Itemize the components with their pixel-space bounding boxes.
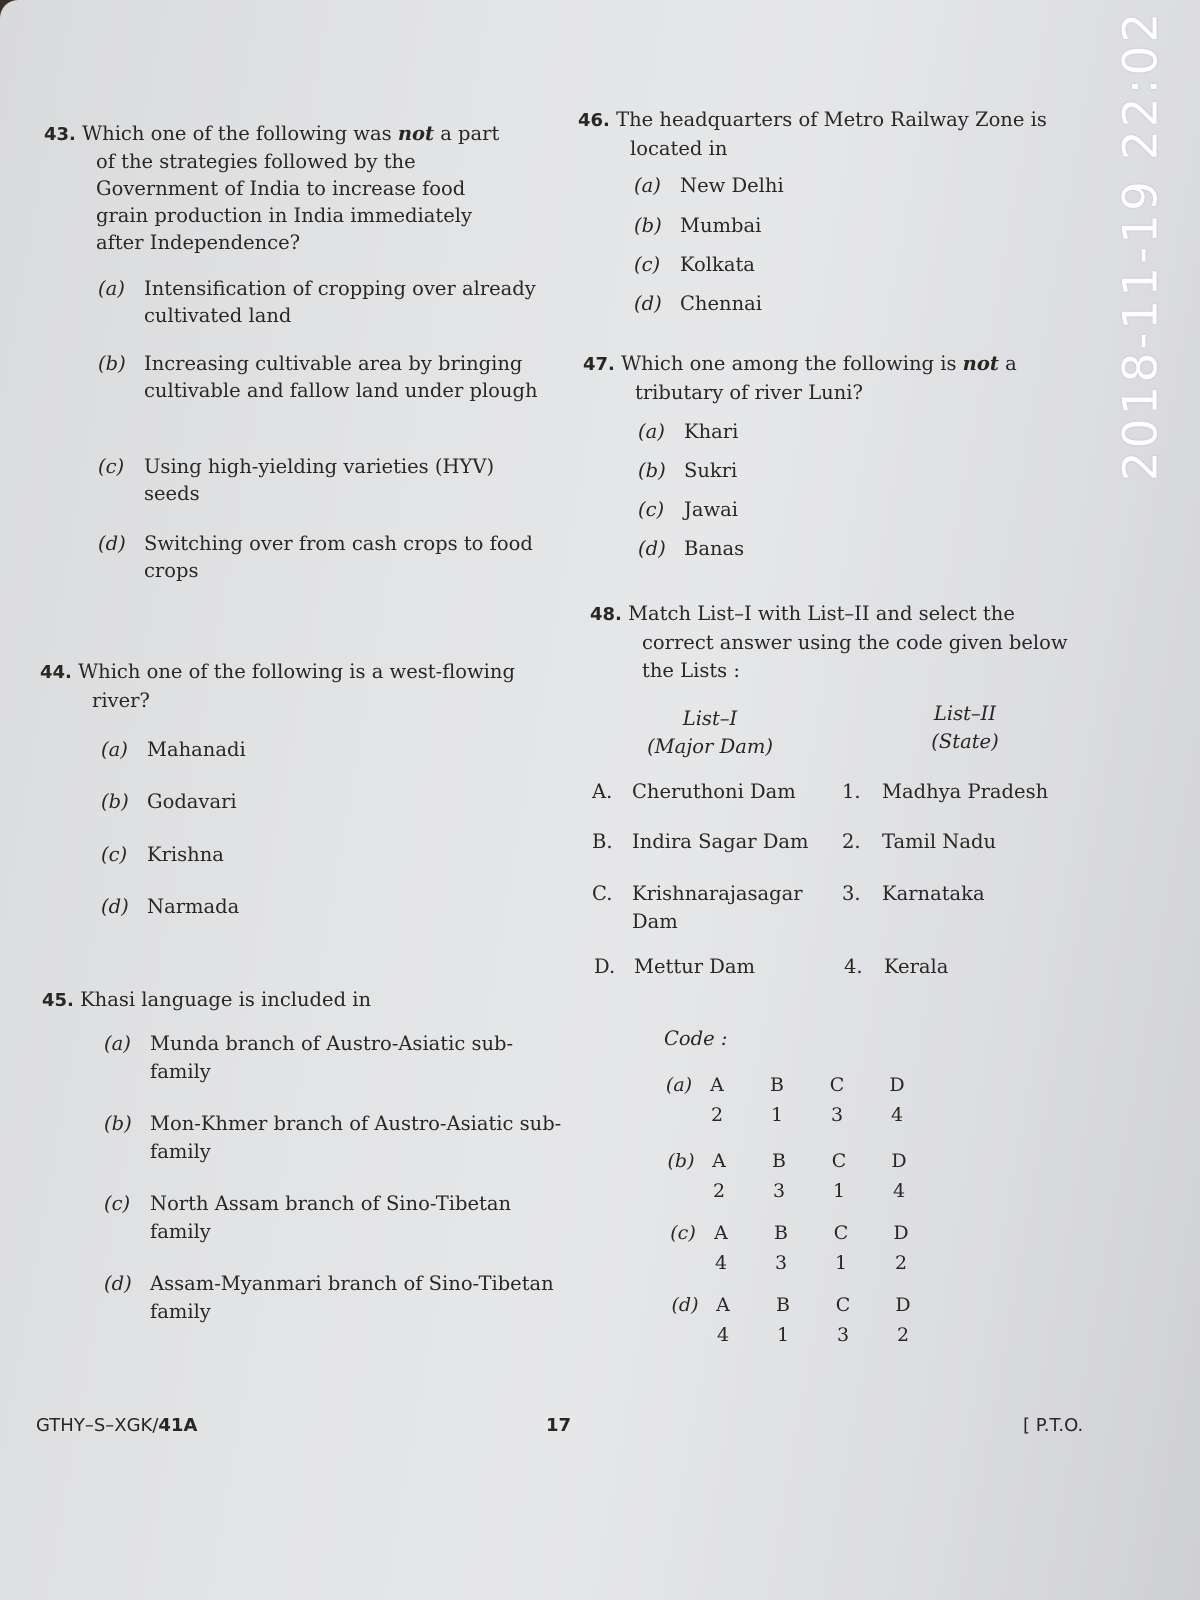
question-46-stem: 46. The headquarters of Metro Railway Zone is located in [578, 108, 1047, 160]
question-47-option-c[interactable]: (c) Jawai [638, 498, 738, 521]
question-43-option-a[interactable]: (a) Intensification of cropping over already cultivated land [98, 277, 536, 327]
match-row-b: B. Indira Sagar Dam 2. Tamil Nadu [592, 830, 997, 853]
question-44-option-c[interactable]: (c) Krishna [101, 843, 224, 866]
question-48-stem: 48. Match List–I with List–II and select the correct answer using the code given below the Lists : [590, 602, 1068, 682]
question-46-option-c[interactable]: (c) Kolkata [634, 253, 755, 276]
code-option-b[interactable]: (b) A B C D 2 3 1 4 [667, 1150, 907, 1202]
question-47-option-b[interactable]: (b) Sukri [638, 459, 738, 482]
question-number: 43. [44, 124, 76, 145]
pto-label: [ P.T.O. [1023, 1415, 1084, 1436]
question-47-option-a[interactable]: (a) Khari [638, 420, 739, 443]
match-row-d: D. Mettur Dam 4. Kerala [594, 955, 949, 978]
question-45-option-c[interactable]: (c) North Assam branch of Sino-Tibetan family [104, 1192, 512, 1243]
question-46-option-a[interactable]: (a) New Delhi [634, 174, 784, 197]
list-2-header: List–II (State) [931, 702, 999, 753]
question-43-stem: 43. Which one of the following was not a part of the strategies followed by the Government of India to increase food grain production in India immediately after Independence? [44, 122, 500, 254]
question-45-option-a[interactable]: (a) Munda branch of Austro-Asiatic sub-family [104, 1032, 514, 1083]
question-46 [578, 106, 1048, 163]
code-option-a[interactable]: (a) A B C D 2 1 3 4 [665, 1074, 905, 1126]
question-number: 45. [42, 990, 74, 1011]
question-45-option-d[interactable]: (d) Assam-Myanmari branch of Sino-Tibetan family [104, 1272, 554, 1323]
booklet-code: GTHY–S–XGK/41A [36, 1415, 198, 1436]
code-label: Code : [664, 1027, 728, 1050]
question-45 [42, 986, 522, 1015]
question-44-option-b[interactable]: (b) Godavari [101, 790, 237, 813]
question-number: 48. [590, 604, 622, 625]
emphasis-not: not [397, 122, 435, 145]
question-number: 47. [583, 354, 615, 375]
question-44-option-a[interactable]: (a) Mahanadi [101, 738, 246, 761]
question-44 [40, 658, 520, 715]
question-47 [583, 350, 1065, 407]
question-46-option-d[interactable]: (d) Chennai [634, 292, 762, 315]
question-46-option-b[interactable]: (b) Mumbai [634, 214, 762, 237]
question-48 [590, 600, 1080, 685]
question-44-option-d[interactable]: (d) Narmada [101, 895, 240, 918]
question-47-option-d[interactable]: (d) Banas [638, 537, 745, 560]
question-44-stem: 44. Which one of the following is a west-flowing river? [40, 660, 515, 712]
question-43 [44, 120, 514, 256]
question-number: 46. [578, 110, 610, 131]
match-row-a: A. Cheruthoni Dam 1. Madhya Pradesh [592, 780, 1049, 803]
question-43-option-d[interactable]: (d) Switching over from cash crops to food crops [98, 532, 533, 582]
code-option-c[interactable]: (c) A B C D 4 3 1 2 [670, 1222, 909, 1274]
question-45-stem: 45. Khasi language is included in [42, 988, 372, 1011]
list-1-header: List–I (Major Dam) [647, 707, 773, 758]
page-number: 17 [546, 1415, 572, 1436]
question-45-option-b[interactable]: (b) Mon-Khmer branch of Austro-Asiatic sub-family [104, 1112, 562, 1163]
match-row-c: C. Krishnarajasagar Dam 3. Karnataka [592, 882, 985, 933]
question-number: 44. [40, 662, 72, 683]
question-47-stem: 47. Which one among the following is not a tributary of river Luni? [583, 352, 1017, 404]
question-43-option-c[interactable]: (c) Using high-yielding varieties (HYV) seeds [98, 455, 495, 505]
emphasis-not: not [962, 352, 999, 375]
photo-timestamp: 2018-11-19 22:02 [1113, 9, 1169, 481]
question-43-option-b[interactable]: (b) Increasing cultivable area by bringing cultivable and fallow land under plough [98, 352, 538, 402]
code-option-d[interactable]: (d) A B C D 4 1 3 2 [671, 1294, 911, 1346]
